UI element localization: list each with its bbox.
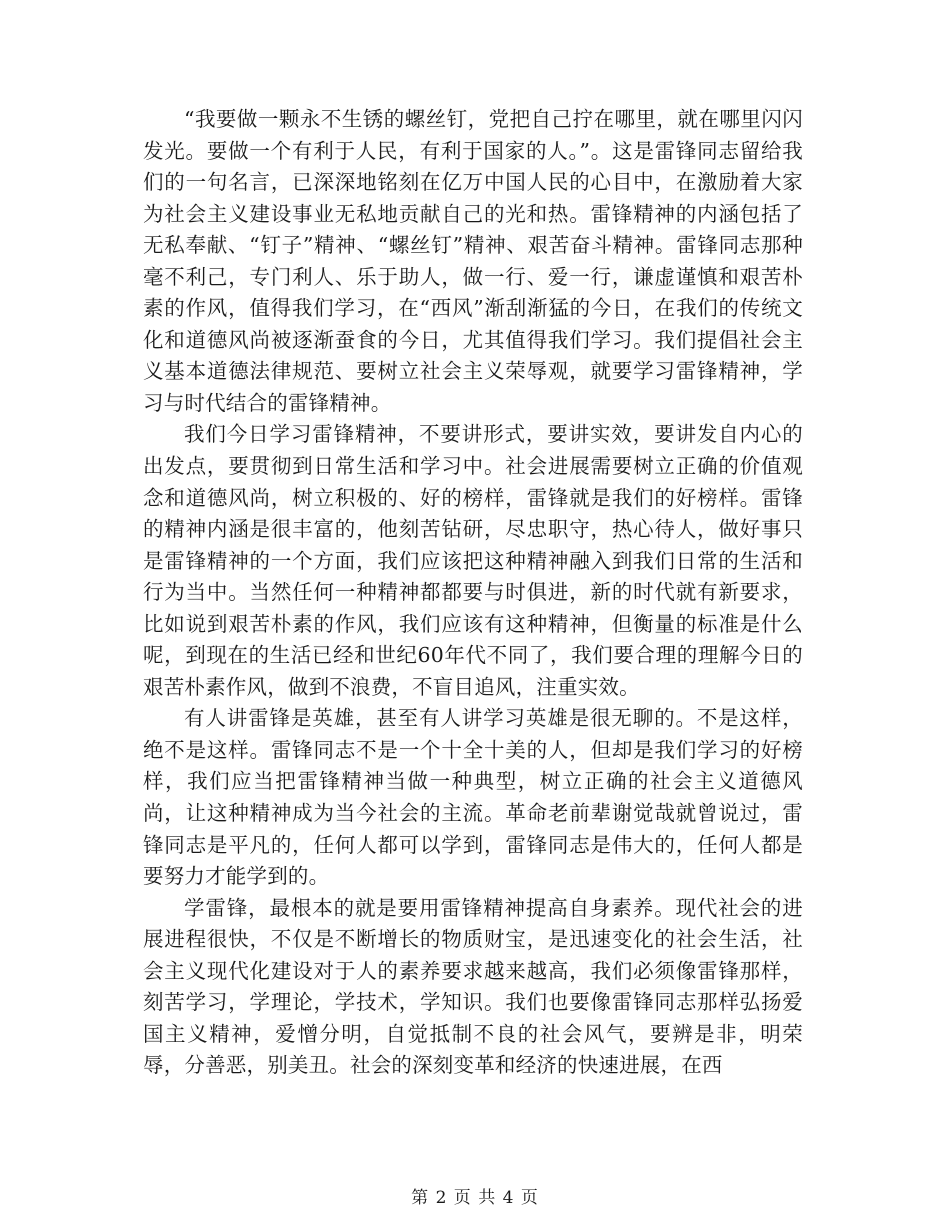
paragraph-3: 有人讲雷锋是英雄，甚至有人讲学习英雄是很无聊的。不是这样，绝不是这样。雷锋同志不是一个十全十美的人，但却是我们学习的好榜样，我们应当把雷锋精神当做一种典型，树立正确的社会主义道德风尚，让这种精神成为当今社会的主流。革命老前辈谢觉哉就曾说过，雷锋同志是平凡的，任何人都可以学到，雷锋同志是伟大的，任何人都是要努力才能学到的。 bbox=[143, 706, 803, 889]
paragraph-2: 我们今日学习雷锋精神，不要讲形式，要讲实效，要讲发自内心的出发点，要贯彻到日常生活和学习中。社会进展需要树立正确的价值观念和道德风尚，树立积极的、好的榜样，雷锋就是我们的好榜样。雷锋的精神内涵是很丰富的，他刻苦钻研，尽忠职守，热心待人，做好事只是雷锋精神的一个方面，我们应该把这种精神融入到我们日常的生活和行为当中。当然任何一种精神都都要与时俱进，新的时代就有新要求，比如说到艰苦朴素的作风，我们应该有这种精神，但衡量的标准是什么呢，到现在的生活已经和世纪60年代不同了，我们要合理的理解今日的艰苦朴素作风，做到不浪费，不盲目追风，注重实效。 bbox=[143, 422, 803, 699]
document-body bbox=[143, 104, 803, 1082]
paragraph-1: “我要做一颗永不生锈的螺丝钉，党把自己拧在哪里，就在哪里闪闪发光。要做一个有利于人民，有利于国家的人。”。这是雷锋同志留给我们的一句名言，已深深地铭刻在亿万中国人民的心目中，在激励着大家为社会主义建设事业无私地贡献自己的光和热。雷锋精神的内涵包括了无私奉献、“钉子”精神、“螺丝钉”精神、艰苦奋斗精神。雷锋同志那种毫不利己，专门利人、乐于助人，做一行、爱一行，谦虚谨慎和艰苦朴素的作风，值得我们学习，在“西风”渐刮渐猛的今日，在我们的传统文化和道德风尚被逐渐蚕食的今日，尤其值得我们学习。我们提倡社会主义基本道德法律规范、要树立社会主义荣辱观，就要学习雷锋精神，学习与时代结合的雷锋精神。 bbox=[143, 107, 803, 415]
page-number-footer: 第 2 页 共 4 页 bbox=[411, 1188, 539, 1208]
paragraph-4: 学雷锋，最根本的就是要用雷锋精神提高自身素养。现代社会的进展进程很快，不仅是不断增长的物质财宝，是迅速变化的社会生活，社会主义现代化建设对于人的素养要求越来越高，我们必须像雷锋那样，刻苦学习，学理论，学技术，学知识。我们也要像雷锋同志那样弘扬爱国主义精神，爱憎分明，自觉抵制不良的社会风气，要辨是非，明荣辱，分善恶，别美丑。社会的深刻变革和经济的快速进展，在西 bbox=[143, 895, 803, 1078]
